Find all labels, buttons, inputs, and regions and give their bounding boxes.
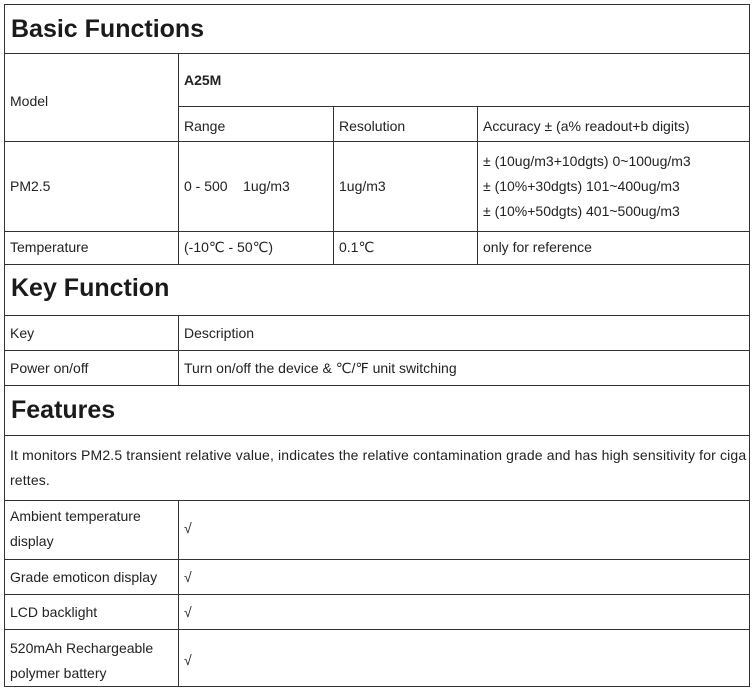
- check-mark-icon: √: [184, 569, 192, 585]
- pm25-range: 0 - 500 1ug/m3: [184, 178, 290, 194]
- divider: [4, 435, 750, 436]
- divider: [4, 315, 750, 316]
- feature-label: Ambient temperature display: [10, 508, 141, 549]
- temperature-resolution: 0.1℃: [339, 239, 375, 255]
- pm25-accuracy-line: ± (10%+30dgts) 101~400ug/m3: [483, 178, 680, 194]
- divider: [4, 385, 750, 386]
- section-title-basic-functions: Basic Functions: [11, 15, 205, 43]
- divider: [178, 53, 179, 264]
- divider: [4, 594, 750, 595]
- header-resolution: Resolution: [339, 118, 406, 134]
- feature-label: Grade emoticon display: [10, 569, 158, 585]
- header-range: Range: [184, 118, 226, 134]
- feature-label: LCD backlight: [10, 604, 98, 620]
- divider: [4, 231, 750, 232]
- divider: [4, 350, 750, 351]
- check-mark-icon: √: [184, 604, 192, 620]
- check-mark-icon: √: [184, 520, 192, 536]
- pm25-accuracy-line: ± (10%+50dgts) 401~500ug/m3: [483, 203, 680, 219]
- pm25-resolution: 1ug/m3: [339, 178, 386, 194]
- divider: [477, 106, 478, 264]
- section-title-features: Features: [11, 396, 116, 424]
- check-mark-icon: √: [184, 652, 192, 668]
- power-key-label: Power on/off: [10, 360, 89, 376]
- divider: [4, 141, 750, 142]
- description-column-header: Description: [184, 325, 255, 341]
- divider: [4, 264, 750, 265]
- key-column-header: Key: [10, 325, 35, 341]
- temperature-accuracy: only for reference: [483, 239, 592, 255]
- divider: [178, 315, 179, 385]
- divider: [4, 629, 750, 630]
- section-title-key-function: Key Function: [11, 274, 170, 302]
- divider: [4, 500, 750, 501]
- pm25-accuracy-line: ± (10ug/m3+10dgts) 0~100ug/m3: [483, 153, 691, 169]
- power-key-description: Turn on/off the device & ℃/℉ unit switching: [184, 360, 457, 376]
- header-accuracy: Accuracy ± (a% readout+b digits): [483, 118, 690, 134]
- temperature-range: (-10℃ - 50℃): [184, 239, 274, 255]
- divider: [178, 106, 750, 107]
- model-value: A25M: [184, 72, 222, 88]
- divider: [4, 53, 750, 54]
- feature-label: 520mAh Rechargeable polymer battery: [10, 640, 154, 681]
- features-intro: It monitors PM2.5 transient relative value, indicates the relative contamination grade and has high sensitivity for cigarettes.: [10, 447, 747, 488]
- divider: [4, 559, 750, 560]
- divider: [178, 500, 179, 687]
- pm25-label: PM2.5: [10, 178, 51, 194]
- temperature-label: Temperature: [10, 239, 89, 255]
- divider: [333, 106, 334, 264]
- model-label: Model: [10, 93, 49, 109]
